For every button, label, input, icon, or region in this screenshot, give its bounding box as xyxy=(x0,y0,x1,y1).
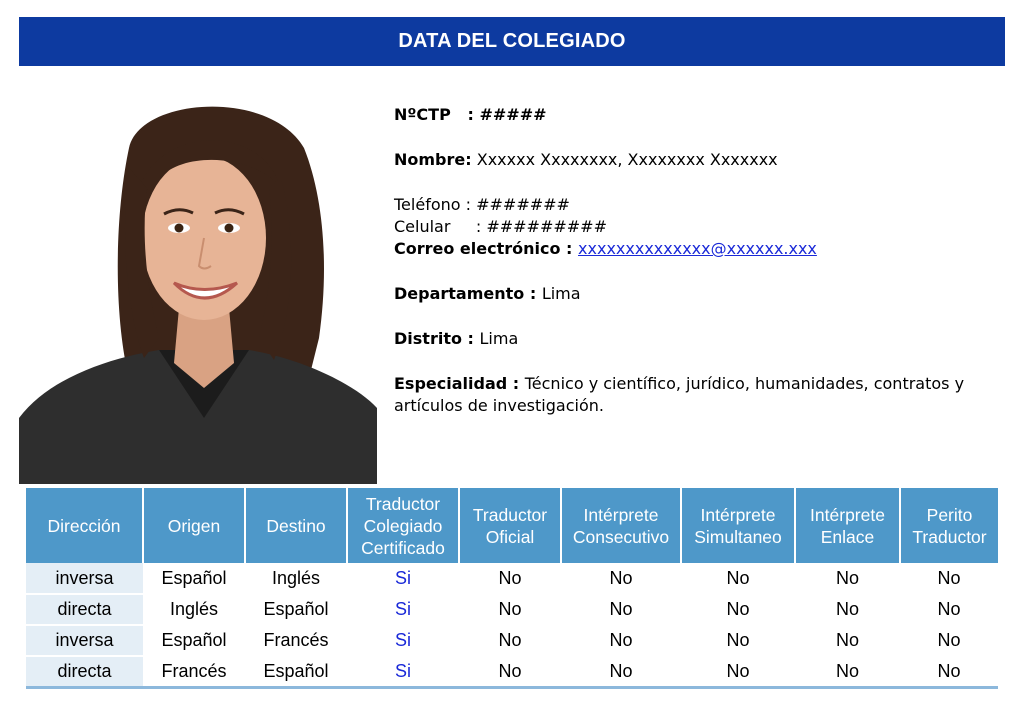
column-header-label: Traductor xyxy=(365,493,441,514)
nctp-label: NºCTP : ##### xyxy=(394,105,547,124)
departamento-line xyxy=(394,283,1004,305)
table-cell: No xyxy=(795,594,900,625)
column-header-label: Enlace xyxy=(820,526,875,547)
column-header xyxy=(347,488,459,563)
table-cell: No xyxy=(561,563,681,594)
distrito-value: Lima xyxy=(479,329,519,348)
column-header-label: Intérprete xyxy=(810,504,885,525)
column-header-label: Intérprete xyxy=(583,504,659,525)
table-cell: No xyxy=(459,563,561,594)
table-row xyxy=(26,563,998,594)
table-cell: Francés xyxy=(245,625,347,656)
table-cell: No xyxy=(795,625,900,656)
table-cell: Español xyxy=(245,594,347,625)
column-header xyxy=(143,488,245,563)
column-header-label: Origen xyxy=(167,515,221,536)
table-cell: Si xyxy=(347,656,459,687)
table-cell: Español xyxy=(245,656,347,687)
table-cell: Si xyxy=(347,594,459,625)
nombre-line xyxy=(394,149,1004,171)
page-title: DATA DEL COLEGIADO xyxy=(398,30,626,52)
table-cell: No xyxy=(795,656,900,687)
celular-line: Celular : ######### xyxy=(394,217,607,236)
table-cell: No xyxy=(561,594,681,625)
table-cell: inversa xyxy=(26,625,143,656)
table-cell: directa xyxy=(26,594,143,625)
table-cell: No xyxy=(561,656,681,687)
table-row xyxy=(26,625,998,656)
nombre-label: Nombre: xyxy=(394,150,472,169)
column-header-label: Traductor xyxy=(912,526,987,547)
departamento-value: Lima xyxy=(541,284,581,303)
table-cell: Si xyxy=(347,625,459,656)
column-header-label: Dirección xyxy=(47,515,121,536)
table-cell: Si xyxy=(347,563,459,594)
especialidad-label: Especialidad : xyxy=(394,374,525,393)
table-row xyxy=(26,656,998,687)
table-header-row xyxy=(26,488,998,563)
table-cell: Inglés xyxy=(143,594,245,625)
table-cell: inversa xyxy=(26,563,143,594)
table-cell: No xyxy=(459,656,561,687)
column-header xyxy=(900,488,998,563)
table-cell: No xyxy=(900,625,998,656)
column-header-label: Colegiado xyxy=(363,515,443,536)
telefono-line: Teléfono : ####### xyxy=(394,195,570,214)
table-cell: No xyxy=(459,625,561,656)
column-header-label: Intérprete xyxy=(700,504,776,525)
distrito-label: Distrito : xyxy=(394,329,480,348)
nombre-value: Xxxxxx Xxxxxxxx, Xxxxxxxx Xxxxxxx xyxy=(471,150,778,169)
column-header-label: Traductor xyxy=(472,504,548,525)
column-header xyxy=(245,488,347,563)
correo-line xyxy=(394,238,1004,260)
table-cell: No xyxy=(681,594,795,625)
table-cell: Inglés xyxy=(245,563,347,594)
column-header-label: Perito xyxy=(926,504,973,525)
profile-photo xyxy=(19,88,377,484)
especialidad-line xyxy=(394,373,1004,417)
column-header xyxy=(26,488,143,563)
column-header xyxy=(795,488,900,563)
table-cell: No xyxy=(681,625,795,656)
table-cell: No xyxy=(900,563,998,594)
table-cell: No xyxy=(681,656,795,687)
column-header-label: Consecutivo xyxy=(572,526,670,547)
correo-link[interactable]: xxxxxxxxxxxxxx@xxxxxx.xxx xyxy=(578,239,817,258)
table-cell: No xyxy=(900,656,998,687)
column-header xyxy=(459,488,561,563)
table-cell: No xyxy=(795,563,900,594)
table-cell: No xyxy=(459,594,561,625)
member-info xyxy=(394,104,1004,417)
table-cell: directa xyxy=(26,656,143,687)
column-header xyxy=(681,488,795,563)
nctp-line xyxy=(394,104,1004,126)
distrito-line xyxy=(394,328,1004,350)
table-cell: No xyxy=(900,594,998,625)
column-header-label: Certificado xyxy=(361,537,445,558)
column-header-label: Simultaneo xyxy=(694,526,782,547)
services-table xyxy=(26,488,998,689)
table-cell: Español xyxy=(143,563,245,594)
especialidad-value: Técnico y científico, jurídico, humanidades, contratos y artículos de investigación. xyxy=(394,374,965,415)
table-cell: No xyxy=(561,625,681,656)
correo-label: Correo electrónico : xyxy=(394,239,579,258)
table-cell: Francés xyxy=(143,656,245,687)
column-header xyxy=(561,488,681,563)
column-header-label: Oficial xyxy=(485,526,535,547)
table-cell: No xyxy=(681,563,795,594)
departamento-label: Departamento : xyxy=(394,284,542,303)
page-banner xyxy=(19,17,1005,66)
column-header-label: Destino xyxy=(266,515,326,536)
table-cell: Español xyxy=(143,625,245,656)
table-row xyxy=(26,594,998,625)
